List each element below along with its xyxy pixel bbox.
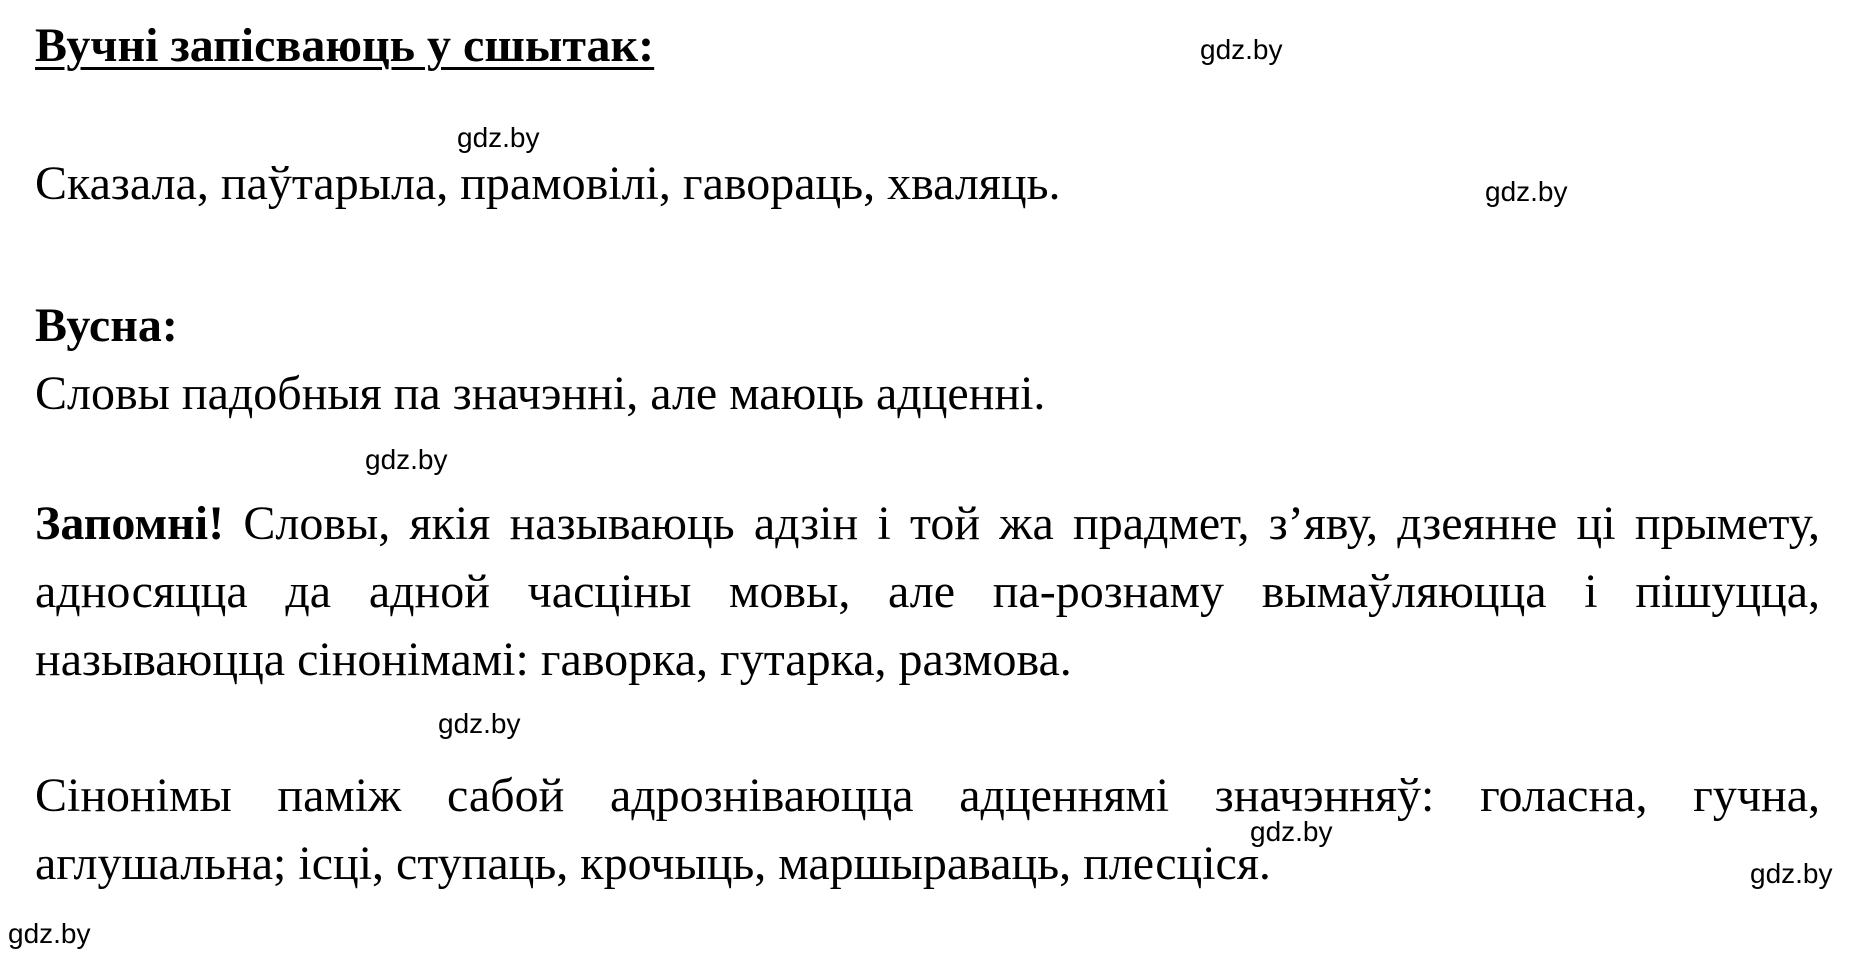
watermark: gdz.by <box>1485 176 1568 207</box>
remember-paragraph <box>35 490 1820 694</box>
watermark: gdz.by <box>457 122 540 153</box>
watermark: gdz.by <box>1750 858 1833 889</box>
page-heading: Вучні запісваюць у сшытак: <box>35 19 655 72</box>
oral-label: Вусна: <box>35 299 178 352</box>
oral-text: Словы падобныя па значэнні, але маюць адценні. <box>35 367 1046 420</box>
watermark: gdz.by <box>1250 816 1333 847</box>
remember-text: Словы, якія называюць адзін і той жа прадмет, з’яву, дзеянне ці прымету, адносяцца да адной часціны мовы, але па-рознаму вымаўляюцца і пішуцца, называюцца сінонімамі: гаворка, гутарка, размова. <box>35 497 1820 686</box>
watermark: gdz.by <box>438 708 521 739</box>
written-words-line: Сказала, паўтарыла, прамовілі, гавораць, хваляць. <box>35 157 1061 210</box>
remember-label: Запомні! <box>35 497 225 550</box>
synonyms-paragraph: Сінонімы паміж сабой адрозніваюцца адценнямі значэнняў: голасна, гучна, аглушальна; ісці, ступаць, крочыць, маршыраваць, плесціся. <box>35 769 1820 890</box>
watermark: gdz.by <box>8 918 91 949</box>
watermark: gdz.by <box>1200 34 1283 65</box>
watermark: gdz.by <box>365 444 448 475</box>
